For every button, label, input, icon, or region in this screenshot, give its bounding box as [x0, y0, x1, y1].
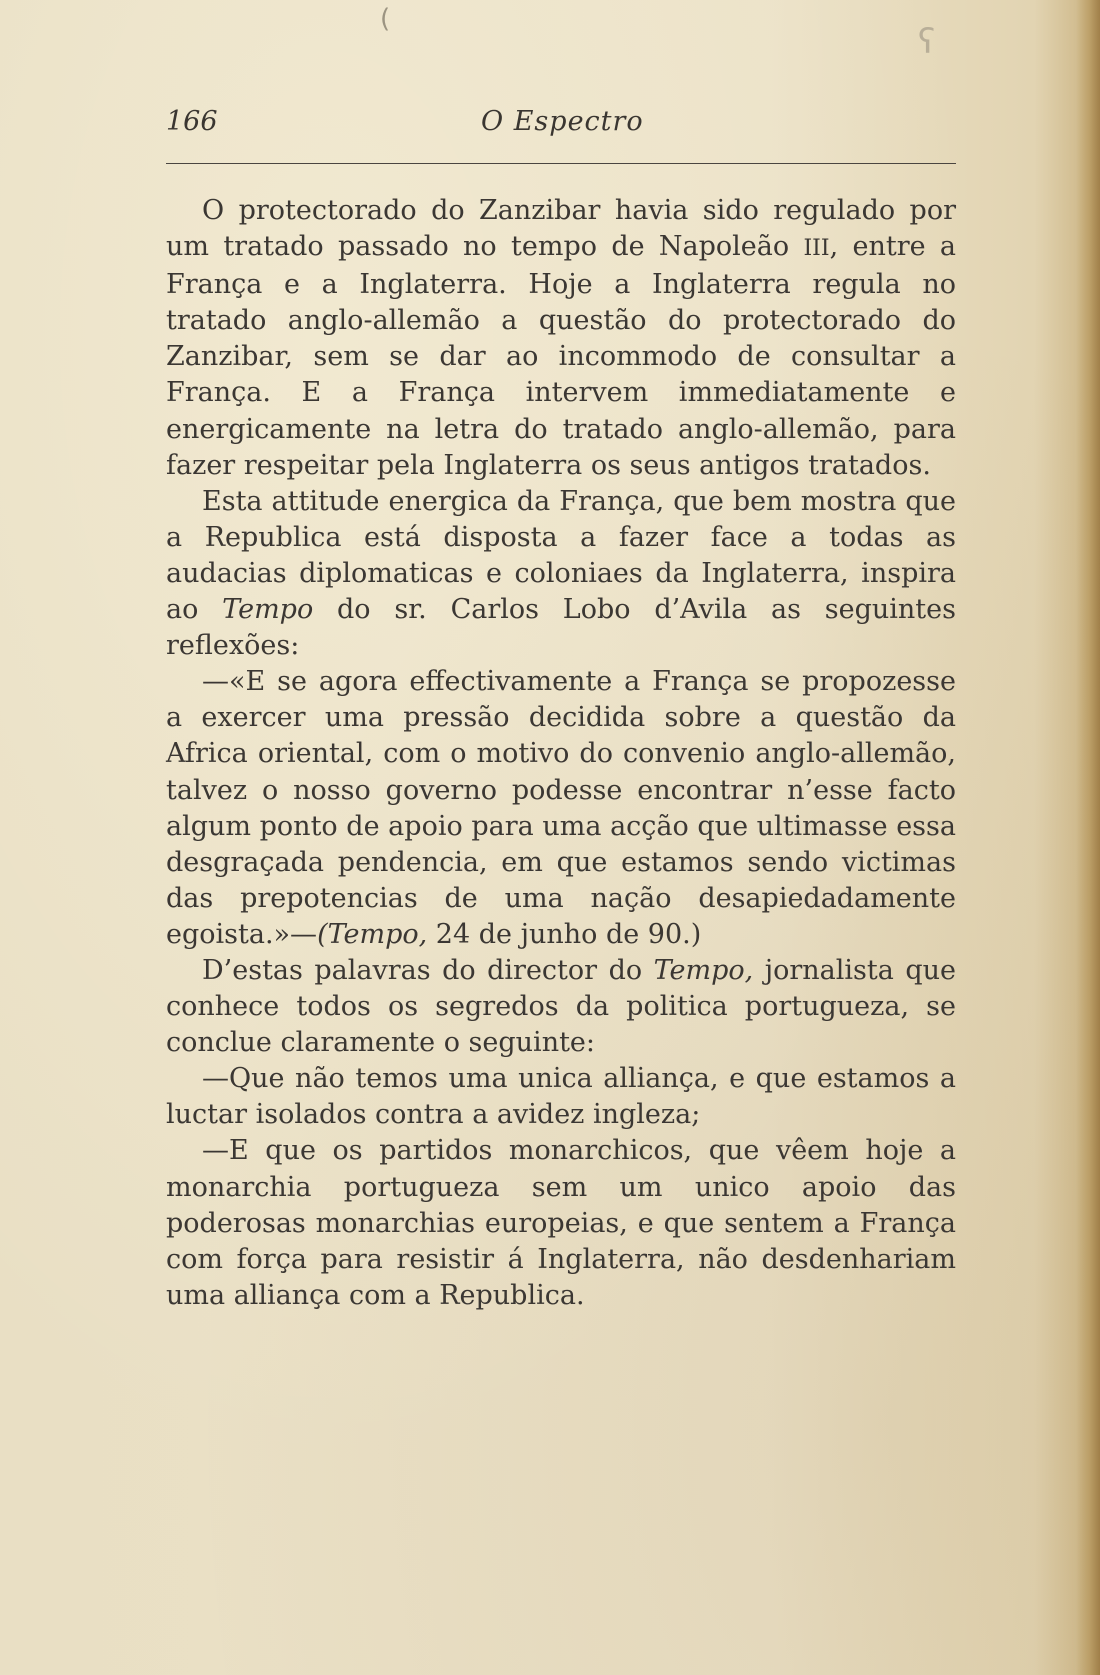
faint-stain-mark: ʕ	[918, 22, 936, 62]
paragraph-2: Esta attitude energica da França, que bem mostra que a Republica está disposta a fazer face a todas as audacias diplomaticas e coloniaes da Inglaterra, inspira ao Tempo do sr. Carlos Lobo d’Avila as seguintes reflexões:	[166, 485, 956, 662]
citation-source: (Tempo,	[317, 918, 428, 950]
newspaper-title: Tempo	[222, 594, 314, 626]
paragraph-1: O protectorado do Zanzibar havia sido regulado por um tratado passado no tempo de Napoleão III, entre a França e a Inglaterra. Hoje a Inglaterra regula no tratado anglo-allemão a questão do protectorado do Zanzibar, sem se dar ao incommodo de consultar a França. E a França intervem immediatamente e energicamente na letra do tratado anglo-allemão, para fazer respeitar pela Inglaterra os seus antigos tratados.	[166, 195, 957, 481]
paragraph-6-conclusion: —E que os partidos monarchicos, que vêem hoje a monarchia portugueza sem um unico apoio das poderosas monarchias europeias, e que sentem a França com força para resistir á Inglaterra, não desdenhariam uma alliança com a Republica.	[166, 1135, 956, 1311]
running-header	[166, 106, 954, 146]
header-rule	[166, 163, 956, 164]
body-text	[166, 193, 956, 1314]
paragraph-4: D’estas palavras do director do Tempo, jornalista que conhece todos os segredos da politica portugueza, se conclue claramente o seguinte:	[166, 954, 956, 1059]
page-number: 166	[166, 106, 218, 137]
newspaper-title: Tempo,	[653, 954, 754, 986]
running-title: O Espectro	[481, 106, 644, 137]
paragraph-3-quotation: —«E se agora effectivamente a França se propozesse a exercer uma pressão decidida sobre a questão da Africa oriental, com o motivo do convenio anglo-allemão, talvez o nosso governo podesse encontrar n’esse facto algum ponto de apoio para uma acção que ultimasse essa desgraçada pendencia, em que estamos sendo victimas das prepotencias de uma nação desapiedadamente egoista.»—(Tempo, 24 de junho de 90.)	[166, 666, 956, 950]
pencil-mark: (	[380, 4, 391, 34]
page-edge-shadow	[1076, 0, 1100, 1675]
paragraph-5-conclusion: —Que não temos uma unica alliança, e que estamos a luctar isolados contra a avidez ingleza;	[166, 1063, 956, 1131]
